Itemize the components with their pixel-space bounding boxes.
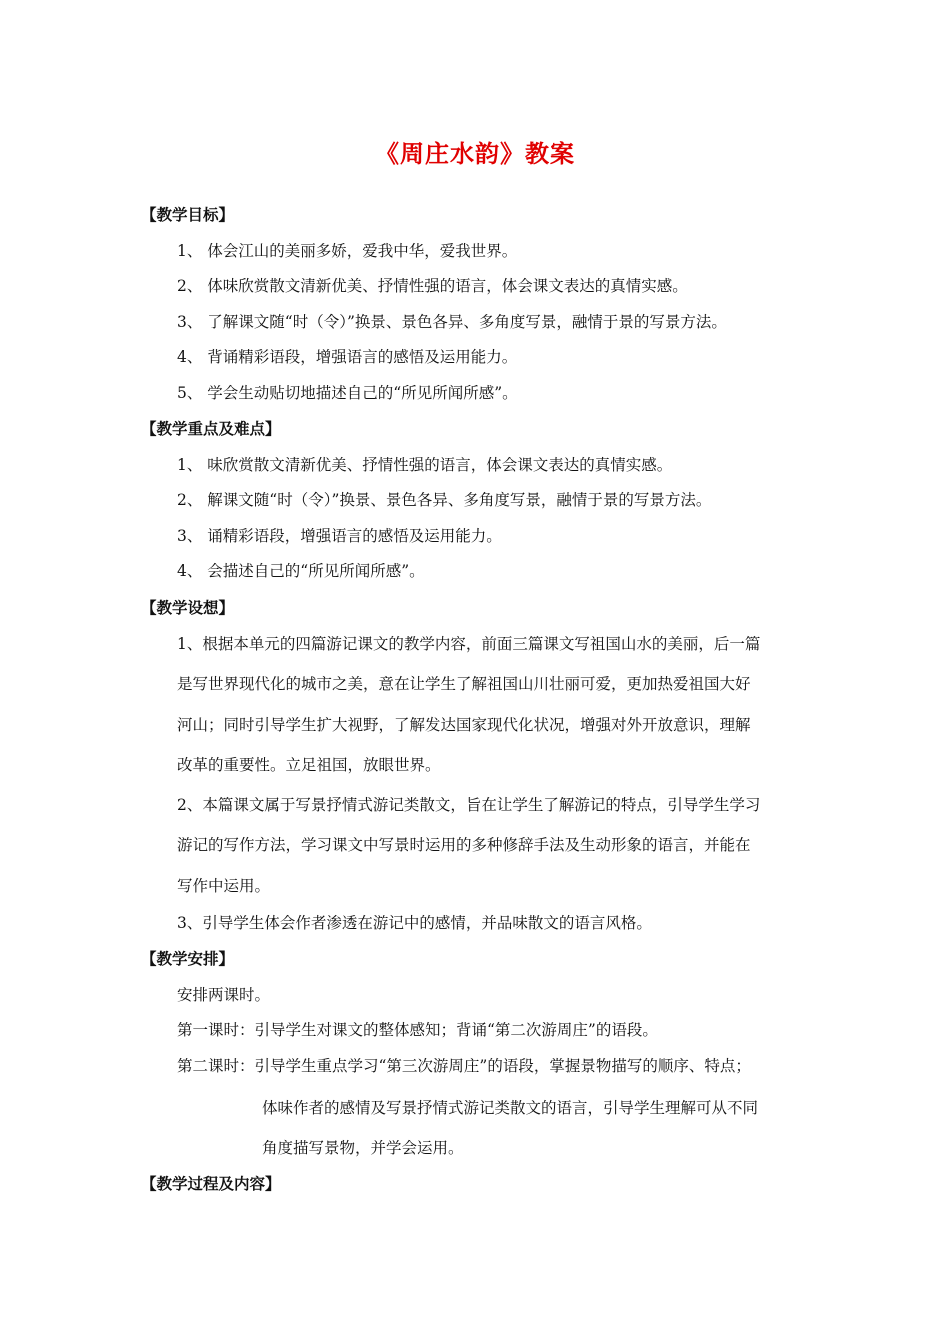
arrangement-line: 安排两课时。 <box>177 986 271 1004</box>
section-heading-goals: 【教学目标】 <box>141 206 235 224</box>
arrangement-line: 第二课时：引导学生重点学习“第三次游周庄”的语段，掌握景物描写的顺序、特点； <box>177 1057 751 1075</box>
section-heading-arrangement: 【教学安排】 <box>141 950 235 968</box>
arrangement-line: 体味作者的感情及写景抒情式游记类散文的语言，引导学生理解可从不同 <box>262 1099 759 1117</box>
key-point-item: 4、 会描述自己的“所见所闻所感”。 <box>177 562 425 580</box>
section-heading-design: 【教学设想】 <box>141 599 235 617</box>
design-line: 写作中运用。 <box>177 877 271 895</box>
arrangement-line: 第一课时：引导学生对课文的整体感知；背诵“第二次游周庄”的语段。 <box>177 1021 658 1039</box>
goal-item: 4、 背诵精彩语段，增强语言的感悟及运用能力。 <box>177 348 518 366</box>
arrangement-line: 角度描写景物，并学会运用。 <box>262 1139 464 1157</box>
design-line: 改革的重要性。立足祖国，放眼世界。 <box>177 756 441 774</box>
design-line: 3、引导学生体会作者渗透在游记中的感情，并品味散文的语言风格。 <box>177 914 652 932</box>
goal-item: 2、 体味欣赏散文清新优美、抒情性强的语言，体会课文表达的真情实感。 <box>177 277 688 295</box>
design-line: 是写世界现代化的城市之美，意在让学生了解祖国山川壮丽可爱，更加热爱祖国大好 <box>177 675 751 693</box>
document-title: 《周庄水韵》教案 <box>375 140 575 168</box>
design-line: 1、根据本单元的四篇游记课文的教学内容，前面三篇课文写祖国山水的美丽，后一篇 <box>177 635 761 653</box>
key-point-item: 3、 诵精彩语段，增强语言的感悟及运用能力。 <box>177 527 502 545</box>
design-line: 河山；同时引导学生扩大视野，了解发达国家现代化状况，增强对外开放意识，理解 <box>177 716 751 734</box>
key-point-item: 1、 味欣赏散文清新优美、抒情性强的语言，体会课文表达的真情实感。 <box>177 456 673 474</box>
goal-item: 1、 体会江山的美丽多娇，爱我中华，爱我世界。 <box>177 242 518 260</box>
section-heading-key-points: 【教学重点及难点】 <box>141 420 281 438</box>
key-point-item: 2、 解课文随“时（令）”换景、景色各异、多角度写景，融情于景的写景方法。 <box>177 491 712 509</box>
section-heading-process: 【教学过程及内容】 <box>141 1175 281 1193</box>
goal-item: 5、 学会生动贴切地描述自己的“所见所闻所感”。 <box>177 384 518 402</box>
design-line: 游记的写作方法，学习课文中写景时运用的多种修辞手法及生动形象的语言，并能在 <box>177 836 751 854</box>
design-line: 2、本篇课文属于写景抒情式游记类散文，旨在让学生了解游记的特点，引导学生学习 <box>177 796 761 814</box>
goal-item: 3、 了解课文随“时（令）”换景、景色各异、多角度写景，融情于景的写景方法。 <box>177 313 727 331</box>
